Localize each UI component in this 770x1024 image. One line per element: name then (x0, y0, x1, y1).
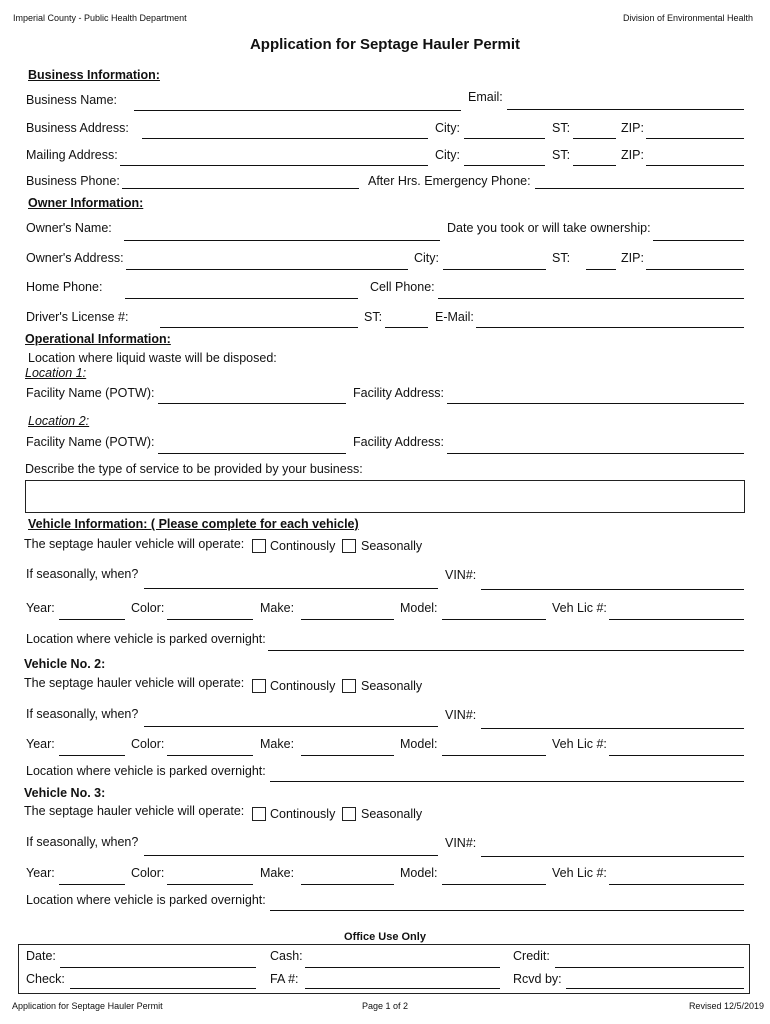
header-division: Division of Environmental Health (622, 13, 753, 23)
vehicle3-veh-lic-field[interactable] (609, 884, 744, 885)
business-city-field[interactable] (464, 138, 545, 139)
office-use-heading: Office Use Only (344, 931, 426, 943)
home-phone-field[interactable] (125, 298, 358, 299)
vehicle1-color-field[interactable] (167, 619, 253, 620)
vehicle-heading-text: Vehicle Information: ( Please complete for each vehicle) (28, 517, 359, 531)
after-hrs-phone-field[interactable] (535, 188, 744, 189)
vehicle3-year-label: Year: (26, 866, 55, 880)
owner-city-label: City: (414, 251, 439, 265)
mailing-zip-label: ZIP: (621, 148, 644, 162)
disposal-location-label: Location where liquid waste will be disposed: (28, 351, 277, 365)
business-zip-field[interactable] (646, 138, 744, 139)
office-fa-label: FA #: (270, 972, 299, 986)
vehicle2-operate-label: The septage hauler vehicle will operate: (24, 676, 245, 690)
vehicle3-when-field[interactable] (144, 855, 438, 856)
vehicle3-year-field[interactable] (59, 884, 125, 885)
license-st-field[interactable] (385, 327, 428, 328)
vehicle1-veh-lic-field[interactable] (609, 619, 744, 620)
mailing-address-field[interactable] (120, 165, 428, 166)
vehicle3-vin-label: VIN#: (445, 836, 477, 850)
vehicle2-model-field[interactable] (442, 755, 546, 756)
cell-phone-label: Cell Phone: (370, 280, 435, 294)
owner-heading: Owner Information: (28, 196, 144, 210)
business-st-label: ST: (552, 121, 571, 135)
office-credit-label: Credit: (513, 949, 550, 963)
business-city-label: City: (435, 121, 460, 135)
vehicle1-year-field[interactable] (59, 619, 125, 620)
vehicle2-year-label: Year: (26, 737, 55, 751)
mailing-st-field[interactable] (573, 165, 616, 166)
vehicle1-model-field[interactable] (442, 619, 546, 620)
cell-phone-field[interactable] (438, 298, 744, 299)
vehicle2-make-label: Make: (260, 737, 295, 751)
vehicle3-seasonally-checkbox[interactable] (342, 807, 356, 821)
vehicle2-color-label: Color: (131, 737, 165, 751)
business-name-label: Business Name: (26, 93, 118, 107)
mailing-city-field[interactable] (464, 165, 545, 166)
owner-zip-label: ZIP: (621, 251, 644, 265)
vehicle1-make-field[interactable] (301, 619, 394, 620)
owner-st-field[interactable] (586, 269, 616, 270)
owner-name-field[interactable] (124, 240, 440, 241)
vehicle1-veh-lic-label: Veh Lic #: (552, 601, 607, 615)
office-rcvd-field[interactable] (566, 988, 744, 989)
office-date-field[interactable] (60, 967, 256, 968)
vehicle3-continuously-checkbox[interactable] (252, 807, 266, 821)
facility2-name-label: Facility Name (POTW): (26, 435, 155, 449)
vehicle1-vin-field[interactable] (481, 589, 744, 590)
home-phone-label: Home Phone: (26, 280, 103, 294)
office-rcvd-label: Rcvd by: (513, 972, 562, 986)
vehicle3-veh-lic-label: Veh Lic #: (552, 866, 607, 880)
vehicle2-parked-field[interactable] (270, 781, 744, 782)
ownership-date-field[interactable] (653, 240, 744, 241)
vehicle3-model-label: Model: (400, 866, 438, 880)
ownership-date-label: Date you took or will take ownership: (447, 221, 651, 235)
owner-name-label: Owner's Name: (26, 221, 112, 235)
business-address-label: Business Address: (26, 121, 129, 135)
office-date-label: Date: (26, 949, 56, 963)
business-email-field[interactable] (507, 109, 744, 110)
header-agency: Imperial County - Public Health Department (13, 13, 187, 23)
business-phone-label: Business Phone: (26, 174, 120, 188)
facility1-address-field[interactable] (447, 403, 744, 404)
footer-form-name: Application for Septage Hauler Permit (12, 1001, 163, 1011)
vehicle1-when-field[interactable] (144, 588, 438, 589)
vehicle3-parked-label: Location where vehicle is parked overnight: (26, 893, 266, 907)
vehicle2-when-field[interactable] (144, 726, 438, 727)
vehicle3-heading: Vehicle No. 3: (24, 786, 106, 800)
owner-zip-field[interactable] (646, 269, 744, 270)
facility1-name-label: Facility Name (POTW): (26, 386, 155, 400)
after-hrs-phone-label: After Hrs. Emergency Phone: (368, 174, 531, 188)
office-fa-field[interactable] (305, 988, 500, 989)
vehicle1-vin-label: VIN#: (445, 568, 477, 582)
vehicle2-color-field[interactable] (167, 755, 253, 756)
mailing-city-label: City: (435, 148, 460, 162)
office-use-box (18, 944, 750, 994)
vehicle1-continuously-checkbox[interactable] (252, 539, 266, 553)
owner-email-label: E-Mail: (435, 310, 474, 324)
business-zip-label: ZIP: (621, 121, 644, 135)
vehicle3-operate-label: The septage hauler vehicle will operate: (24, 804, 245, 818)
location2-label: Location 2: (28, 414, 90, 428)
vehicle2-heading: Vehicle No. 2: (24, 657, 106, 671)
operational-heading: Operational Information: (25, 332, 171, 346)
mailing-address-label: Mailing Address: (26, 148, 118, 162)
vehicle2-continuously-label: Continously (270, 679, 336, 693)
facility1-name-field[interactable] (158, 403, 346, 404)
owner-email-field[interactable] (476, 327, 744, 328)
vehicle3-vin-field[interactable] (481, 856, 744, 857)
vehicle2-continuously-checkbox[interactable] (252, 679, 266, 693)
service-description-label: Describe the type of service to be provided by your business: (25, 462, 363, 476)
vehicle1-parked-label: Location where vehicle is parked overnight: (26, 632, 266, 646)
business-heading: Business Information: (28, 68, 160, 82)
vehicle2-vin-field[interactable] (481, 728, 744, 729)
footer-revision-date: Revised 12/5/2019 (688, 1001, 764, 1011)
vehicle2-when-label: If seasonally, when? (26, 707, 139, 721)
license-st-label: ST: (364, 310, 383, 324)
vehicle3-color-label: Color: (131, 866, 165, 880)
vehicle1-parked-field[interactable] (268, 650, 744, 651)
facility2-name-field[interactable] (158, 453, 346, 454)
vehicle2-model-label: Model: (400, 737, 438, 751)
vehicle1-year-label: Year: (26, 601, 55, 615)
office-check-field[interactable] (70, 988, 256, 989)
service-description-box[interactable] (25, 480, 745, 513)
owner-st-label: ST: (552, 251, 571, 265)
vehicle3-model-field[interactable] (442, 884, 546, 885)
owner-address-field[interactable] (126, 269, 408, 270)
office-credit-field[interactable] (555, 967, 744, 968)
mailing-zip-field[interactable] (646, 165, 744, 166)
facility2-address-label: Facility Address: (353, 435, 445, 449)
vehicle1-continuously-label: Continously (270, 539, 336, 553)
owner-city-field[interactable] (443, 269, 546, 270)
vehicle3-color-field[interactable] (167, 884, 253, 885)
page-title: Application for Septage Hauler Permit (249, 36, 521, 53)
office-check-label: Check: (26, 972, 65, 986)
vehicle2-vin-label: VIN#: (445, 708, 477, 722)
vehicle3-parked-field[interactable] (270, 910, 744, 911)
vehicle1-seasonally-checkbox[interactable] (342, 539, 356, 553)
vehicle1-make-label: Make: (260, 601, 295, 615)
vehicle1-operate-label: The septage hauler vehicle will operate: (24, 537, 245, 551)
business-st-field[interactable] (573, 138, 616, 139)
footer-page-number: Page 1 of 2 (361, 1001, 409, 1011)
business-name-field[interactable] (134, 110, 461, 111)
owner-address-label: Owner's Address: (26, 251, 124, 265)
office-cash-field[interactable] (305, 967, 500, 968)
vehicle3-make-field[interactable] (301, 884, 394, 885)
business-email-label: Email: (468, 90, 503, 104)
facility2-address-field[interactable] (447, 453, 744, 454)
facility1-address-label: Facility Address: (353, 386, 445, 400)
vehicle-heading (28, 517, 359, 531)
vehicle3-make-label: Make: (260, 866, 295, 880)
business-address-field[interactable] (142, 138, 428, 139)
vehicle3-continuously-label: Continously (270, 807, 336, 821)
vehicle2-make-field[interactable] (301, 755, 394, 756)
vehicle2-seasonally-label: Seasonally (361, 679, 423, 693)
office-cash-label: Cash: (270, 949, 303, 963)
vehicle2-year-field[interactable] (59, 755, 125, 756)
vehicle2-seasonally-checkbox[interactable] (342, 679, 356, 693)
vehicle2-veh-lic-field[interactable] (609, 755, 744, 756)
vehicle1-color-label: Color: (131, 601, 165, 615)
drivers-license-label: Driver's License #: (26, 310, 129, 324)
vehicle1-seasonally-label: Seasonally (361, 539, 423, 553)
business-phone-field[interactable] (122, 188, 359, 189)
location1-label: Location 1: (25, 366, 87, 380)
vehicle2-parked-label: Location where vehicle is parked overnight: (26, 764, 266, 778)
vehicle2-veh-lic-label: Veh Lic #: (552, 737, 607, 751)
vehicle1-model-label: Model: (400, 601, 438, 615)
vehicle3-seasonally-label: Seasonally (361, 807, 423, 821)
mailing-st-label: ST: (552, 148, 571, 162)
drivers-license-field[interactable] (160, 327, 358, 328)
vehicle1-when-label: If seasonally, when? (26, 567, 139, 581)
vehicle3-when-label: If seasonally, when? (26, 835, 139, 849)
